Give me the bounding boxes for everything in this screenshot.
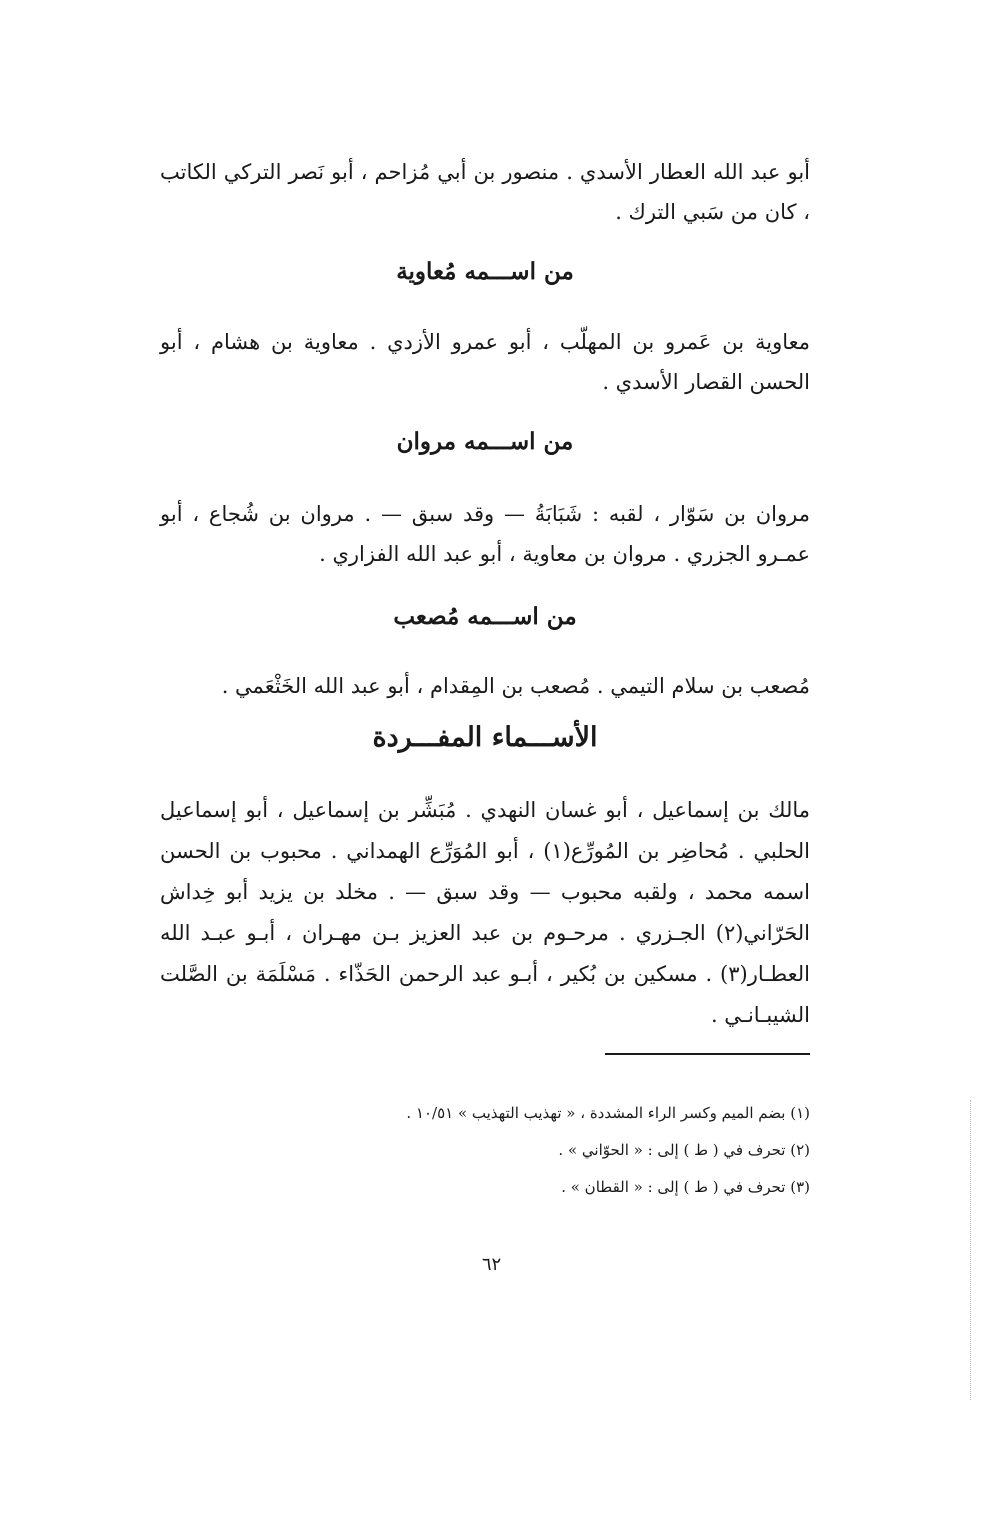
page-number: ٦٢ — [481, 1254, 502, 1275]
muawiya-block — [160, 322, 810, 402]
intro-paragraph-block — [160, 152, 810, 232]
marwan-paragraph: مروان بن سَوّار ، لقبه : شَبَابَةُ — وقد سبق — . مروان بن شُجاع ، أبو عمـرو الجزري . مروان بن معاوية ، أبو عبد الله الفزاري . — [160, 502, 810, 566]
mufrada-paragraph: مالك بن إسماعيل ، أبو غسان النهدي . مُبَشِّر بن إسماعيل ، أبو إسماعيل الحلبي . مُحاضِر بن المُورِّع(١) ، أبو المُوَرِّع الهمداني . محبوب بن الحسن اسمه محمد ، ولقبه محبوب — وقد سبق — . مخلد بن يزيد أبو خِداش الحَرّاني(٢) الجـزري . مرحـوم بن عبد العزيز بـن مهـران ، أبـو عبـد الله العطـار(٣) . مسكين بن بُكير ، أبـو عبد الرحمن الحَذّاء . مَسْلَمَة بن الصَّلت الشيبـانـي . — [160, 798, 810, 1027]
heading-mufrada: الأســـماء المفـــردة — [372, 722, 598, 753]
heading-musab: من اســـمه مُصعب — [393, 603, 577, 630]
muawiya-paragraph: معاوية بن عَمرو بن المهلّب ، أبو عمرو الأزدي . معاوية بن هشام ، أبو الحسن القصار الأسدي . — [160, 330, 810, 394]
marwan-block — [160, 494, 810, 574]
intro-paragraph: أبو عبد الله العطار الأسدي . منصور بن أبي مُزاحم ، أبو نَصر التركي الكاتب ، كان من سَبي الترك . — [160, 160, 810, 224]
footnote-3: (٣) تحرف في ( ط ) إلى : « القطان » . — [561, 1178, 810, 1196]
mufrada-block — [160, 790, 810, 1036]
musab-block — [160, 666, 810, 706]
footnote-1: (١) بضم الميم وكسر الراء المشددة ، « تهذيب التهذيب » ١٠/٥١ . — [406, 1104, 810, 1122]
footnote-2: (٢) تحرف في ( ط ) إلى : « الحوّاني » . — [558, 1141, 810, 1159]
heading-marwan: من اســـمه مروان — [396, 428, 574, 455]
scan-margin-dots — [970, 1100, 972, 1400]
musab-paragraph: مُصعب بن سلام التيمي . مُصعب بن المِقدام ، أبو عبد الله الخَثْعَمي . — [221, 674, 810, 698]
heading-muawiya: من اســـمه مُعاوية — [396, 258, 574, 285]
footnote-separator — [605, 1053, 810, 1055]
